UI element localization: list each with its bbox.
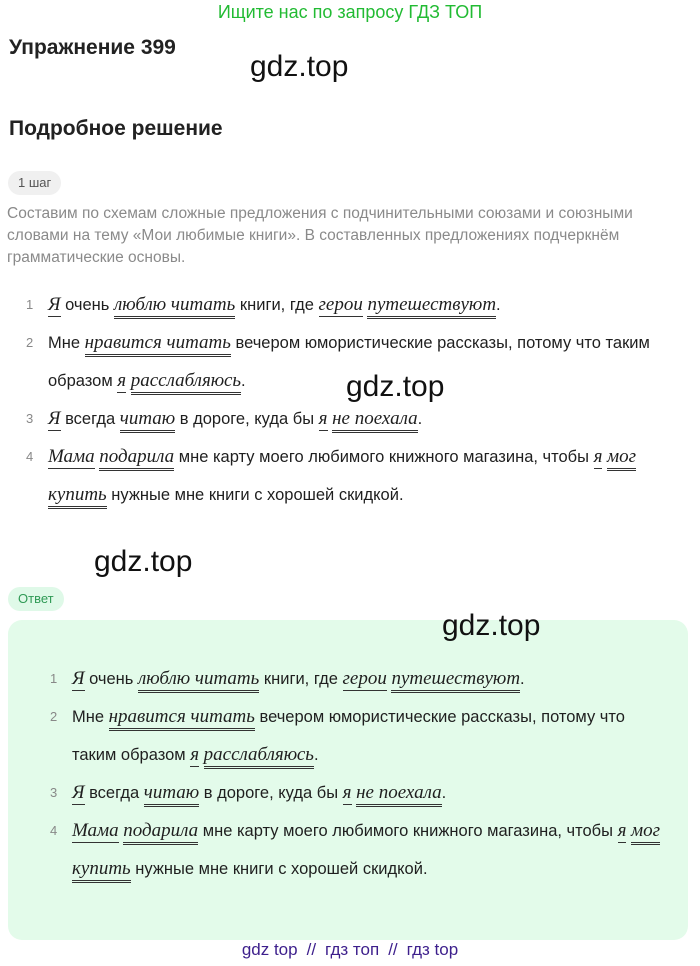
sentence-text: книги, где [259, 670, 343, 688]
sentence-text: очень [60, 296, 114, 314]
predicate-word: читаю [120, 408, 175, 433]
sentence-text: всегда [60, 410, 120, 428]
predicate-word: расслабляюсь [204, 744, 314, 769]
predicate-word: читаю [144, 782, 199, 807]
intro-text: Составим по схемам сложные предложения с подчинительными союзами и союзными словами на тему «Мои любимые книги». В составленных предложениях подчеркнём грамматические основы. [7, 205, 633, 266]
sentence-text: очень [84, 670, 138, 688]
subject-word: герои [342, 668, 387, 689]
predicate-word: не поехала [332, 408, 418, 433]
sentence-item [26, 438, 688, 514]
predicate-word: не поехала [356, 782, 442, 807]
subject-word: я [318, 408, 328, 429]
subject-word: Я [48, 408, 61, 429]
predicate-word: люблю читать [114, 294, 235, 319]
sentence-text: Мне [48, 334, 85, 352]
sentence-text: вечером юмористические рассказы, потому что таким образом [72, 708, 625, 764]
predicate-word: путешествуют [367, 294, 496, 319]
sentence-text: всегда [84, 784, 144, 802]
predicate-word: подарила [123, 820, 198, 845]
predicate-word: нравится читать [109, 706, 255, 731]
sentence-text: книги, где [235, 296, 319, 314]
subject-word: я [117, 370, 127, 391]
sentence-text: в дороге, куда бы [199, 784, 343, 802]
footer-link[interactable]: гдз топ [325, 940, 380, 959]
predicate-word: люблю читать [138, 668, 259, 693]
predicate-word: мог купить [48, 446, 636, 509]
footer-separator: // [388, 940, 398, 959]
sentence-text: мне карту моего любимого книжного магазина, чтобы [174, 448, 594, 466]
predicate-word: мог купить [72, 820, 660, 883]
sentence-item [50, 660, 672, 698]
search-banner[interactable]: Ищите нас по запросу ГДЗ ТОП [217, 2, 483, 22]
sentence-text [199, 746, 204, 764]
answer-list [50, 660, 672, 888]
subject-word: Я [72, 668, 85, 689]
sentence-item [50, 774, 672, 812]
watermark: gdz.top [250, 50, 349, 83]
watermark: gdz.top [346, 370, 445, 403]
sentence-number: 2 [50, 709, 58, 724]
footer-separator: // [306, 940, 317, 959]
footer-link[interactable]: gdz top [241, 940, 298, 959]
sentence-number: 3 [26, 411, 34, 426]
watermark: gdz.top [442, 609, 541, 642]
sentence-number: 2 [26, 335, 34, 350]
sentence-number: 4 [26, 449, 34, 464]
exercise-title: Упражнение 399 [9, 36, 176, 59]
subject-word: я [593, 446, 603, 467]
sentence-number: 3 [50, 785, 58, 800]
sentence-text: Мне [72, 708, 109, 726]
footer-links [0, 940, 700, 960]
predicate-word: подарила [99, 446, 174, 471]
subject-word: герои [318, 294, 363, 315]
sentence-text: . [241, 372, 246, 390]
solution-list [26, 286, 688, 514]
watermark: gdz.top [94, 545, 193, 578]
sentence-text: вечером юмористические рассказы, потому что таким образом [48, 334, 650, 390]
sentence-item [26, 324, 688, 400]
sentence-number: 4 [50, 823, 58, 838]
sentence-text: . [441, 784, 447, 802]
answer-badge: Ответ [8, 587, 64, 611]
sentence-text: нужные мне книги с хорошей скидкой. [130, 860, 428, 878]
sentence-text: . [496, 296, 501, 314]
sentence-number: 1 [26, 297, 34, 312]
subject-word: я [342, 782, 352, 803]
step-badge: 1 шаг [8, 171, 61, 195]
section-title: Подробное решение [9, 117, 223, 140]
predicate-word: путешествуют [391, 668, 520, 693]
sentence-item [26, 286, 688, 324]
sentence-text: . [313, 746, 319, 764]
sentence-text: . [417, 410, 423, 428]
subject-word: Мама [72, 820, 119, 841]
sentence-text: в дороге, куда бы [175, 410, 319, 428]
footer-link[interactable]: гдз top [406, 940, 459, 959]
sentence-item [26, 400, 688, 438]
predicate-word: расслабляюсь [131, 370, 241, 395]
sentence-item [50, 812, 672, 888]
sentence-item [50, 698, 672, 774]
subject-word: Мама [48, 446, 95, 467]
subject-word: Я [48, 294, 61, 315]
subject-word: я [617, 820, 627, 841]
subject-word: я [190, 744, 200, 765]
sentence-text: нужные мне книги с хорошей скидкой. [106, 486, 404, 504]
sentence-number: 1 [50, 671, 58, 686]
sentence-text: . [520, 670, 525, 688]
sentence-text: мне карту моего любимого книжного магазина, чтобы [198, 822, 618, 840]
subject-word: Я [72, 782, 85, 803]
predicate-word: нравится читать [85, 332, 231, 357]
